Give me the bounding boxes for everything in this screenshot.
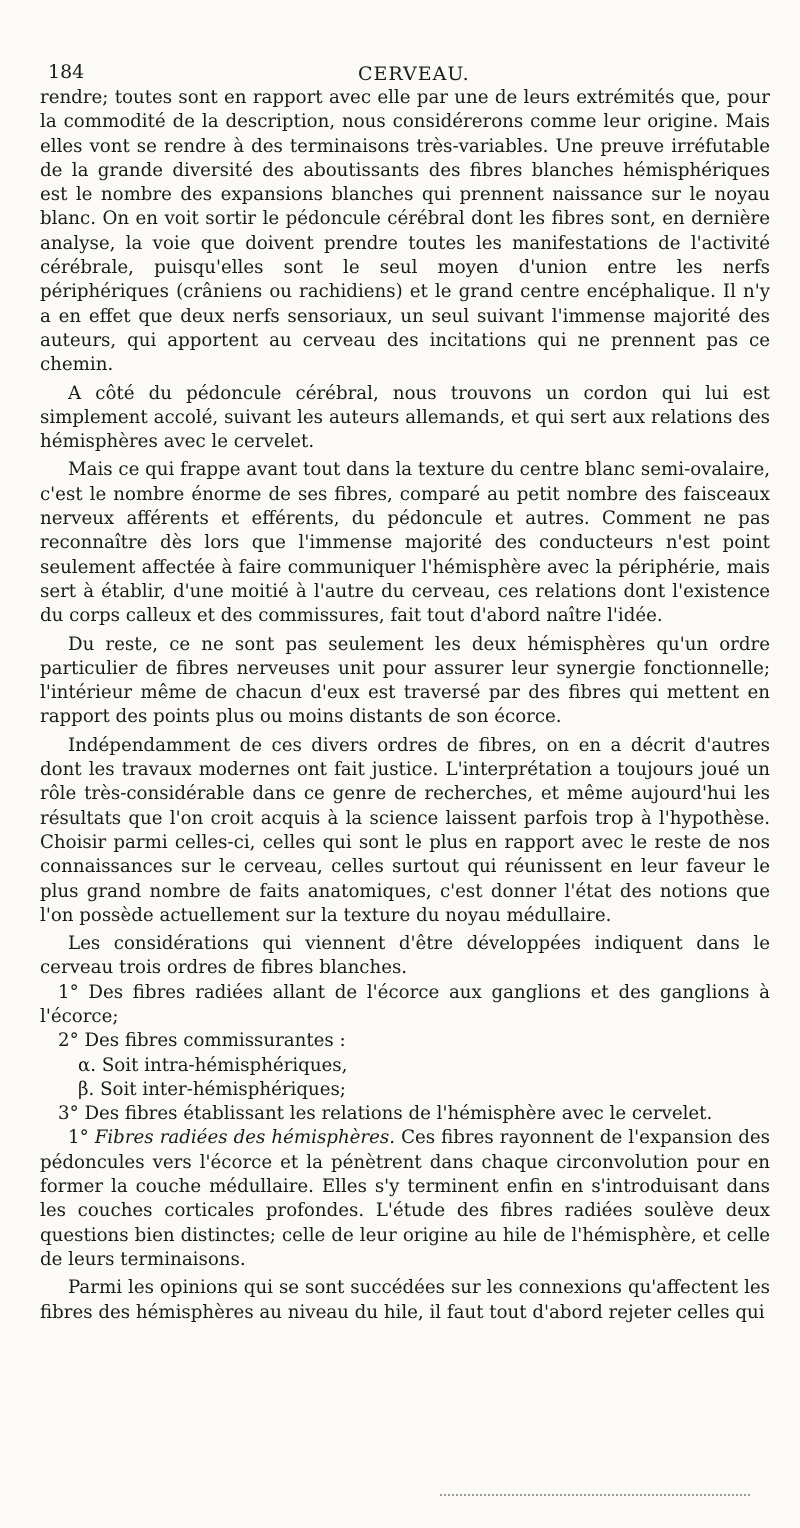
paragraph-5: Indépendamment de ces divers ordres de fibres, on en a décrit d'autres dont les travaux modernes ont fait justice. L'interprétation a toujours joué un rôle très-considérable dans ce genre de recherches, et même aujourd'hui les résultats que l'on croit acquis à la science laissent parfois trop à l'hypothèse. Choisir parmi celles-ci, celles qui sont le plus en rapport avec le reste de nos connaissances sur le cerveau, celles surtout qui réunissent en leur faveur le plus grand nombre de faits anatomiques, c'est donner l'état des notions que l'on possède actuellement sur la texture du noyau médullaire. bbox=[40, 734, 770, 926]
section-body: Ces fibres rayonnent de l'expansion des pédoncules vers l'écorce et la pénètrent dans chaque circonvolution pour en former la couche médullaire. Elles s'y terminent enfin en s'introduisant dans les couches corticales profondes. L'étude des fibres radiées soulève deux questions bien distinctes; celle de leur origine au hile de l'hémisphère, et celle de leurs terminaisons. bbox=[40, 1127, 770, 1270]
paragraph-1: rendre; toutes sont en rapport avec elle par une de leurs extrémités que, pour la commodité de la description, nous considérerons comme leur origine. Mais elles vont se rendre à des terminaisons très-variables. Une preuve irréfutable de la grande diversité des aboutissants des fibres blanches hémisphériques est le nombre des expansions blanches qui prennent naissance sur le noyau blanc. On en voit sortir le pédoncule cérébral dont les fibres sont, en dernière analyse, la voie que doivent prendre toutes les manifestations de l'activité cérébrale, puisqu'elles sont le seul moyen d'union entre les nerfs périphériques (crâniens ou rachidiens) et le grand centre encéphalique. Il n'y a en effet que deux nerfs sensoriaux, un seul suivant l'immense majorité des auteurs, qui apportent au cerveau des incitations qui ne prennent pas ce chemin. bbox=[40, 87, 770, 376]
section-number: 1° bbox=[68, 1127, 89, 1149]
list-item-3: 3° Des fibres établissant les relations de l'hémisphère avec le cervelet. bbox=[58, 1103, 713, 1125]
footer-dotted-rule bbox=[440, 1494, 750, 1496]
list-subitem-beta: β. Soit inter-hémisphériques; bbox=[78, 1078, 346, 1100]
paragraph-6: Les considérations qui viennent d'être développées indiquent dans le cerveau trois ordres de fibres blanches. bbox=[40, 933, 770, 979]
last-paragraph: Parmi les opinions qui se sont succédées sur les connexions qu'affectent les fibres des hémisphères au niveau du hile, il faut tout d'abord rejeter celles qui bbox=[40, 1277, 770, 1323]
section-title: Fibres radiées des hémisphères. bbox=[94, 1127, 395, 1149]
list-item-1: 1° Des fibres radiées allant de l'écorce aux ganglions et des ganglions à l'écorce; bbox=[40, 981, 770, 1027]
list-item-2: 2° Des fibres commissurantes : bbox=[58, 1030, 346, 1052]
list-subitem-alpha: α. Soit intra-hémisphériques, bbox=[78, 1054, 348, 1076]
running-title: CERVEAU. bbox=[358, 63, 470, 85]
section-paragraph bbox=[40, 1126, 770, 1272]
book-page bbox=[40, 54, 770, 1329]
page-header bbox=[40, 54, 770, 86]
fiber-list bbox=[40, 981, 770, 1127]
paragraph-3: Mais ce qui frappe avant tout dans la texture du centre blanc semi-ovalaire, c'est le nombre énorme de ses fibres, comparé au petit nombre des faisceaux nerveux afférents et efférents, du pédoncule et autres. Comment ne pas reconnaître dès lors que l'immense majorité des conducteurs n'est point seulement affectée à faire communiquer l'hémisphère avec la périphérie, mais sert à établir, d'une moitié à l'autre du cerveau, ces relations dont l'existence du corps calleux et des commissures, fait tout d'abord naître l'idée. bbox=[40, 459, 770, 627]
page-number: 184 bbox=[48, 61, 85, 83]
paragraph-2: A côté du pédoncule cérébral, nous trouvons un cordon qui lui est simplement accolé, suivant les auteurs allemands, et qui sert aux relations des hémisphères avec le cervelet. bbox=[40, 382, 770, 453]
paragraph-4: Du reste, ce ne sont pas seulement les deux hémisphères qu'un ordre particulier de fibres nerveuses unit pour assurer leur synergie fonctionnelle; l'intérieur même de chacun d'eux est traversé par des fibres qui mettent en rapport des points plus ou moins distants de son écorce. bbox=[40, 633, 770, 728]
